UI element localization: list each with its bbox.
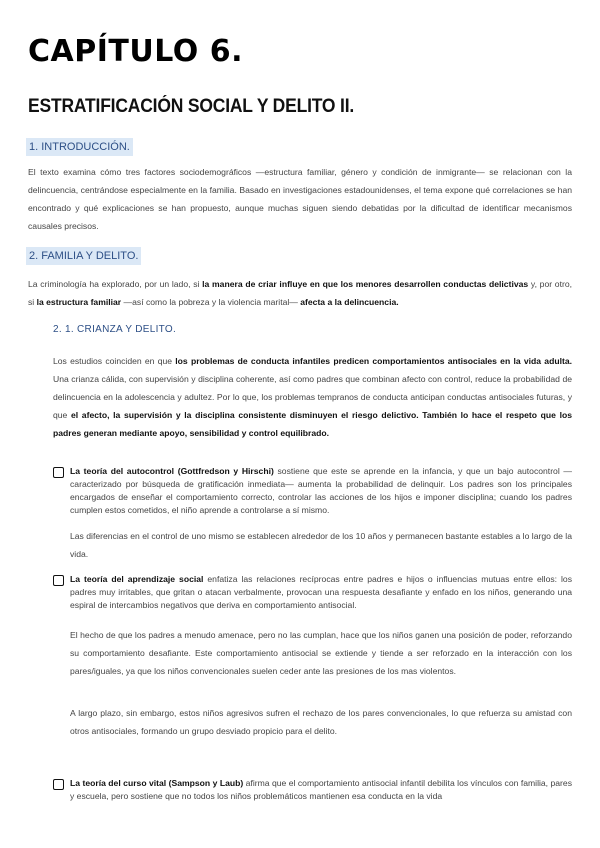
chapter-title: CAPÍTULO 6.	[28, 34, 243, 69]
chapter-subtitle: ESTRATIFICACIÓN SOCIAL Y DELITO II.	[28, 96, 355, 117]
family-paragraph: La criminología ha explorado, por un lado, si la manera de criar influye en que los menores desarrollen conductas delictivas y, por otro, si la estructura familiar —así como la pobreza y la violencia marital— afecta a la delincuencia.	[28, 279, 573, 307]
theory-autocontrol: La teoría del autocontrol (Gottfredson y Hirschi) sostiene que este se aprende en la infancia, y que un bajo autocontrol —caracterizado por búsqueda de gratificación inmediata— aumenta la probabilidad de delinquir. Los padres son los principales encargados de enseñar el comportamiento correcto, controlar las acciones de los hijos e imponer disciplina; cuando los padres cumplen estos cometidos, el niño aprende a controlarse a sí mismo.	[70, 466, 572, 515]
intro-paragraph: El texto examina cómo tres factores sociodemográficos —estructura familiar, género y condición de inmigrante— se relacionan con la delincuencia, centrándose especialmente en la familia. Basado en investigaciones estadounidenses, el tema expone qué correlaciones se han encontrado y qué explicaciones se han propuesto, aunque muchas siguen siendo debatidas por la dificultad de identificar mecanismos causales precisos.	[28, 167, 572, 231]
checkbox-aprendizaje[interactable]	[53, 575, 64, 586]
theory-autocontrol-extra: Las diferencias en el control de uno mismo se establecen alrededor de los 10 años y permanecen bastante estables a lo largo de la vida.	[70, 531, 572, 559]
section-heading-familia: 2. FAMILIA Y DELITO.	[26, 247, 141, 265]
theory-aprendizaje: La teoría del aprendizaje social enfatiza las relaciones recíprocas entre padres e hijos o influencias mutuas entre ellos: los padres muy irritables, que gritan o atacan verbalmente, provocan una respuesta desafiante y enfado en los niños, generando una espiral de intercambios negativos que deriva en comportamiento antisocial.	[70, 574, 572, 610]
theory-curso-vital: La teoría del curso vital (Sampson y Laub) afirma que el comportamiento antisocial infantil debilita los vínculos con familia, pares y escuela, pero sostiene que no todos los niños problemáticos mantienen esa conducta en la vida	[70, 778, 572, 801]
checkbox-curso-vital[interactable]	[53, 779, 64, 790]
section-heading-introduccion: 1. INTRODUCCIÓN.	[26, 138, 133, 156]
theory-aprendizaje-extra-1: El hecho de que los padres a menudo amenace, pero no las cumplan, hace que los niños ganen una posición de poder, reforzando su comportamiento desafiante. Este comportamiento antisocial se extiende y tiende a ser reforzado en la interacción con los pares/iguales, ya que los niños convencionales suelen ceder ante las presiones de los mas violentos.	[70, 630, 572, 676]
crianza-paragraph: Los estudios coinciden en que los problemas de conducta infantiles predicen comportamientos antisociales en la vida adulta. Una crianza cálida, con supervisión y disciplina coherente, así como padres que combinan afecto con control, reduce la probabilidad de delincuencia en la adolescencia y adultez. Por lo que, los problemas tempranos de conducta anticipan conductas antisociales futuras, y que el afecto, la supervisión y la disciplina consistente disminuyen el riesgo delictivo. También lo hace el respeto que los padres generan mediante apoyo, sensibilidad y control equilibrado.	[53, 356, 572, 438]
checkbox-autocontrol[interactable]	[53, 467, 64, 478]
theory-aprendizaje-extra-2: A largo plazo, sin embargo, estos niños agresivos sufren el rechazo de los pares convencionales, lo que refuerza su amistad con otros antisociales, formando un grupo desviado propicio para el delito.	[70, 708, 572, 736]
subsection-heading-crianza: 2. 1. CRIANZA Y DELITO.	[53, 324, 177, 335]
